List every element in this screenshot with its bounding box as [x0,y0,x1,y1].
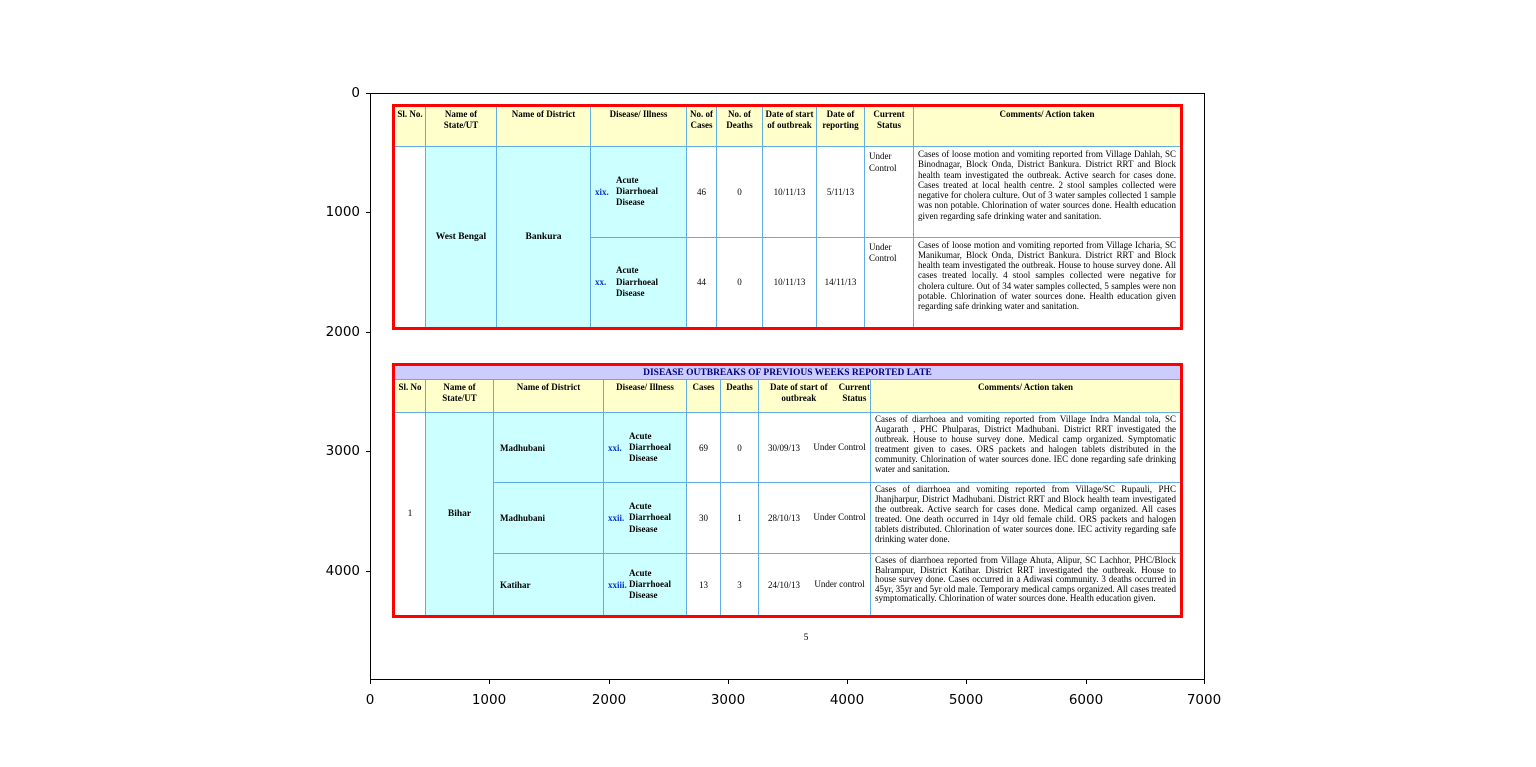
cell-sl-no: 1 [395,413,425,615]
table-row [590,147,1180,237]
x-tick-label: 6000 [1068,692,1104,708]
cell-date-start: 30/09/13 [767,442,800,453]
disease-roman-numeral: xxiii. [608,579,627,590]
cell-status: Under Control [864,238,913,328]
cell-comments: Cases of diarrhoea and vomiting reported from Village/SC Rupauli, PHC Jhanjharpur, District Madhubani. District RRT and Block health team investigated the outbreak. Active search for cases done. Medical camp organized. All cases treated. One death occurred in 14yr old female child. ORS packets and halogen tablets distributed. Chlorination of water sources done. IEC activity regarding safe drinking water done. [870,483,1180,553]
x-tick [609,680,610,684]
x-tick-label: 7000 [1186,692,1222,708]
x-tick [728,680,729,684]
cell-date-status [758,483,870,553]
cell-date-start: 24/10/13 [767,579,800,590]
x-tick [966,680,967,684]
cell-state: Bihar [425,413,493,615]
y-tick-label: 1000 [325,204,360,220]
disease-name: Acute Diarrhoeal Disease [616,265,658,298]
header-comments: Comments/ Action taken [870,380,1180,412]
table-row [493,482,1180,553]
cell-district: Madhubani [493,483,603,553]
cell-status: Under Control [813,441,866,452]
header-sl-no: Sl. No. [397,109,423,119]
header-date-reporting: Date of reporting [816,107,864,146]
x-tick-label: 1000 [471,692,507,708]
table1-header-row [395,107,1180,147]
x-tick-label: 4000 [829,692,865,708]
y-tick [366,212,370,213]
x-tick-label: 2000 [591,692,627,708]
cell-date-reporting: 14/11/13 [816,238,864,328]
x-tick [1086,680,1087,684]
cell-status: Under control [814,578,865,589]
y-tick [366,332,370,333]
table2-title: DISEASE OUTBREAKS OF PREVIOUS WEEKS REPORTED LATE [395,366,1180,380]
outbreak-table-previous-weeks [392,363,1183,618]
disease-name: Acute Diarrhoeal Disease [629,567,671,601]
header-sl-no: Sl. No [398,382,422,392]
x-tick-label: 5000 [948,692,984,708]
disease-roman-numeral: xx. [595,277,607,288]
cell-disease [590,147,686,237]
header-status: Current Status [838,382,870,403]
cell-comments: Cases of diarrhoea reported from Village Ahuta, Alipur, SC Lachhor, PHC/Block Balrampur, District Katihar. District RRT investigated the outbreak. House to house survey done. Cases occurred in a Adiwasi community. 3 deaths occurred in 45yr, 35yr and 5yr old male. Temporary medical camps organized. All cases treated symptomatically. Chlorination of water sources done. Health education given. [870,554,1180,615]
x-tick [370,680,371,684]
cell-district: Madhubani [493,413,603,482]
table1-rows [590,147,1180,327]
cell-deaths: 0 [720,413,758,482]
header-cases: No. of Cases [686,107,716,146]
table-row [493,413,1180,482]
disease-name: Acute Diarrhoeal Disease [629,430,671,464]
disease-roman-numeral: xxi. [608,442,622,453]
cell-date-status [758,554,870,615]
x-tick [489,680,490,684]
header-state: Name of State/UT [425,107,496,146]
header-status: Current Status [864,107,913,146]
header-state: Name of State/UT [425,380,493,412]
x-tick [847,680,848,684]
header-district: Name of District [493,380,603,412]
header-comments: Comments/ Action taken [913,107,1180,146]
cell-disease [603,483,686,553]
y-tick [366,571,370,572]
cell-disease [603,413,686,482]
cell-status: Under Control [864,147,913,237]
cell-comments: Cases of diarrhoea and vomiting reported from Village Indra Mandal tola, SC Augarath , PHC Phulparas, District Madhubani. District RRT investigated the outbreak. House to house survey done. Medical camp organized. Symptomatic treatment given to cases. ORS packets and halogen tablets distributed in the community. Chlorination of water sources done. IEC done regarding safe drinking water and sanitation. [870,413,1180,482]
header-date-start: Date of start of outbreak [769,382,828,403]
table2-body [395,413,1180,615]
cell-status: Under Control [813,512,866,523]
y-tick-label: 4000 [325,563,360,579]
cell-date-status [758,413,870,482]
disease-roman-numeral: xxii. [608,513,625,523]
x-tick [1204,680,1205,684]
cell-deaths: 1 [720,483,758,553]
cell-disease [603,554,686,615]
x-tick-label: 0 [365,692,375,708]
y-tick-label: 0 [351,85,360,101]
cell-cases: 30 [686,483,720,553]
table-row [590,237,1180,328]
cell-state: West Bengal [425,147,496,327]
table2-header-row [395,380,1180,413]
outbreak-table-current-week [392,104,1183,330]
cell-date-start: 28/10/13 [767,513,800,523]
cell-district: Bankura [496,147,590,327]
header-date-start: Date of start of outbreak [762,107,816,146]
table2-rows [493,413,1180,615]
table1-body [395,147,1180,327]
cell-cases: 13 [686,554,720,615]
y-tick-label: 3000 [325,443,360,459]
cell-deaths: 0 [716,238,762,328]
header-district: Name of District [496,107,590,146]
cell-cases: 46 [686,147,716,237]
page-number: 5 [803,633,809,643]
cell-comments: Cases of loose motion and vomiting reported from Village Dahlah, SC Binodnagar, Block Onda, District Bankura. District RRT and Block health team investigated the outbreak. Active search for cases done. Cases treated at local health centre. 2 stool samples collected were negative for cholera culture. Out of 3 water samples collected 1 sample was non potable. Chlorination of water sources done. Health education given regarding safe drinking water and sanitation. [913,147,1180,237]
cell-comments: Cases of loose motion and vomiting reported from Village Icharia, SC Manikumar, Block Onda, District Bankura. District RRT and Block health team investigated the outbreak. House to house survey done. All cases treated locally. 4 stool samples collected were negative for cholera culture. Out of 34 water samples collected, 5 samples were non potable. Chlorination of water sources done. Health education given regarding safe drinking water and sanitation. [913,238,1180,328]
header-date-status [758,380,870,412]
cell-date-reporting: 5/11/13 [816,147,864,237]
header-cases: Cases [686,380,720,412]
cell-date-start: 10/11/13 [762,147,816,237]
cell-date-start: 10/11/13 [762,238,816,328]
cell-deaths: 3 [720,554,758,615]
y-tick [366,451,370,452]
table-row [493,553,1180,615]
y-tick [366,93,370,94]
cell-sl-no [395,147,425,327]
cell-deaths: 0 [716,147,762,237]
cell-cases: 69 [686,413,720,482]
header-disease: Disease/ Illness [590,107,686,146]
x-tick-label: 3000 [710,692,746,708]
cell-cases: 44 [686,238,716,328]
header-deaths: Deaths [720,380,758,412]
cell-district: Katihar [493,554,603,615]
cell-disease [590,238,686,328]
disease-roman-numeral: xix. [595,186,609,197]
header-deaths: No. of Deaths [716,107,762,146]
disease-name: Acute Diarrhoeal Disease [629,501,671,534]
y-tick-label: 2000 [325,324,360,340]
header-disease: Disease/ Illness [603,380,686,412]
disease-name: Acute Diarrhoeal Disease [616,174,658,208]
